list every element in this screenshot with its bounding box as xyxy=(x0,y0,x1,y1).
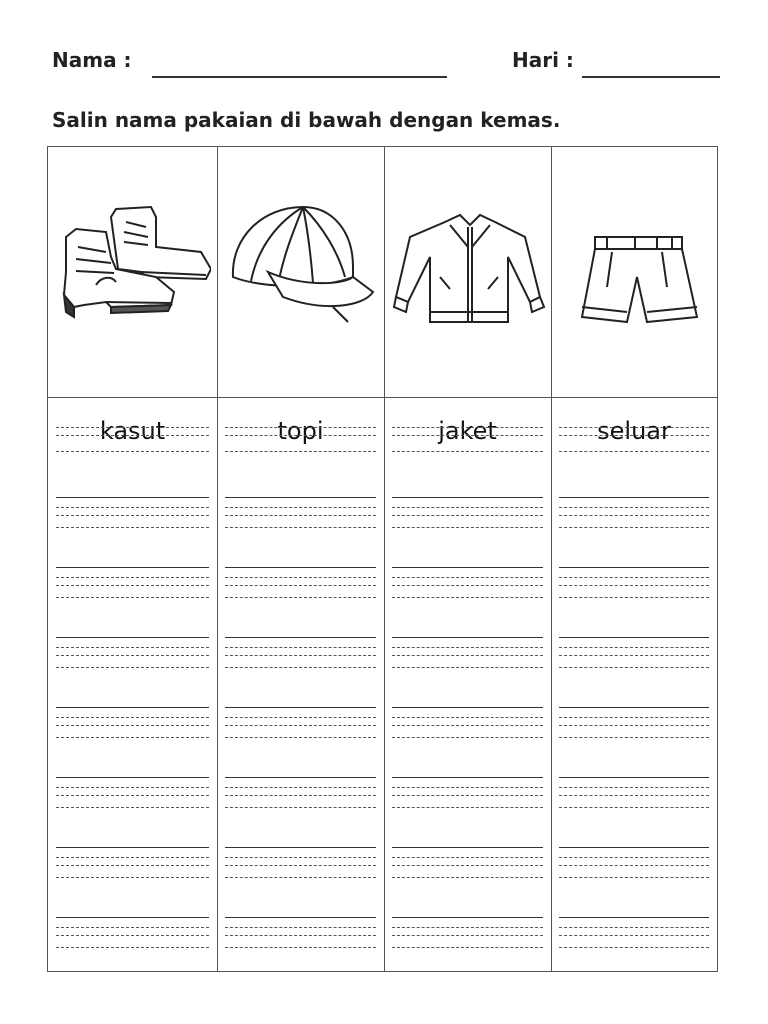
column-seluar xyxy=(551,397,717,973)
header-row xyxy=(52,48,720,78)
name-field[interactable] xyxy=(152,76,447,78)
cap-icon xyxy=(223,177,379,377)
traced-word: jaket xyxy=(438,417,497,445)
clothing-grid xyxy=(47,146,718,972)
writing-lines[interactable] xyxy=(559,397,709,973)
column-topi xyxy=(217,397,384,973)
shorts-icon xyxy=(557,177,713,377)
writing-lines[interactable] xyxy=(392,397,543,973)
traced-word: topi xyxy=(277,417,324,445)
day-field[interactable] xyxy=(582,76,720,78)
column-kasut xyxy=(48,397,217,973)
instruction-text: Salin nama pakaian di bawah dengan kemas. xyxy=(52,108,561,132)
column-jaket xyxy=(384,397,551,973)
traced-word: kasut xyxy=(99,417,166,445)
worksheet xyxy=(47,42,720,972)
day-label: Hari : xyxy=(512,48,574,72)
name-label: Nama : xyxy=(52,48,132,72)
writing-lines[interactable] xyxy=(56,397,209,973)
traced-word: seluar xyxy=(597,417,671,445)
shoes-icon xyxy=(56,177,211,377)
jacket-icon xyxy=(390,177,546,377)
writing-lines[interactable] xyxy=(225,397,376,973)
